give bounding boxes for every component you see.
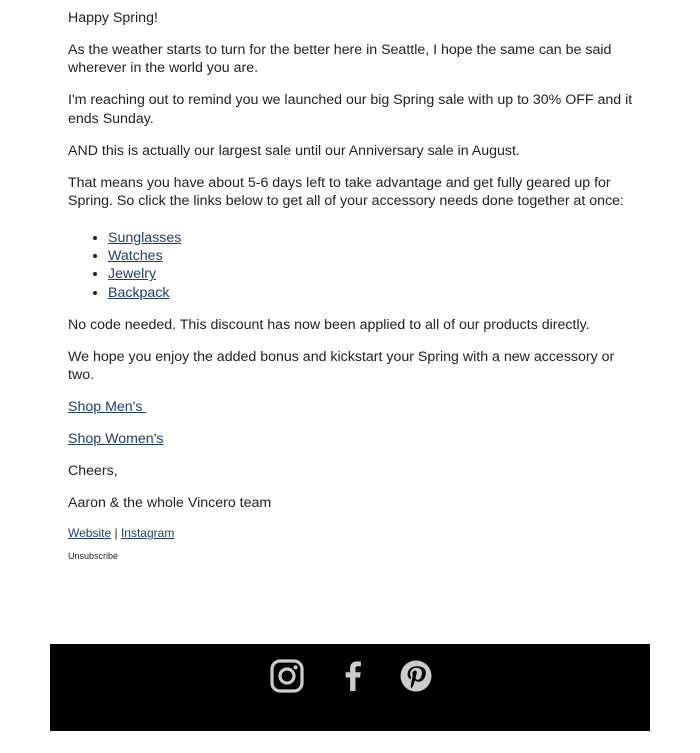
list-item: [108, 284, 636, 302]
paragraph-weather: As the weather starts to turn for the better here in Seattle, I hope the same can be said wherever in the world you are.: [68, 42, 612, 77]
instagram-icon[interactable]: [269, 658, 305, 694]
shop-womens-row: [68, 430, 636, 448]
shop-mens-link[interactable]: Shop Men's: [68, 399, 147, 416]
unsubscribe-row: [68, 550, 636, 562]
list-item: [108, 247, 636, 265]
watches-link[interactable]: Watches: [108, 248, 163, 265]
list-item: [108, 229, 636, 247]
pinterest-icon[interactable]: [398, 658, 434, 694]
closing: Cheers,: [68, 463, 118, 480]
website-link[interactable]: Website: [68, 526, 112, 541]
facebook-icon[interactable]: [335, 658, 371, 694]
social-footer: [50, 644, 650, 731]
jewelry-link[interactable]: Jewelry: [108, 266, 157, 283]
email-body: [68, 9, 636, 562]
paragraph-no-code: No code needed. This discount has now been applied to all of our products directly.: [68, 316, 590, 333]
category-link-list: [68, 229, 636, 303]
list-item: [108, 265, 636, 283]
greeting: Happy Spring!: [68, 10, 158, 26]
paragraph-sale: I'm reaching out to remind you we launched our big Spring sale with up to 30% OFF and it ends Sunday.: [68, 92, 633, 127]
shop-womens-link[interactable]: Shop Women's: [68, 431, 164, 448]
link-separator: |: [114, 526, 118, 541]
paragraph-days-left: That means you have about 5-6 days left to take advantage and get fully geared up for Spring. So click the links below to get all of your accessory needs done together at once:: [68, 174, 624, 210]
backpack-link[interactable]: Backpack: [108, 284, 170, 301]
paragraph-largest-sale: AND this is actually our largest sale until our Anniversary sale in August.: [68, 142, 520, 159]
facebook-glyph: [335, 658, 371, 694]
shop-mens-row: [68, 398, 636, 416]
signature: Aaron & the whole Vincero team: [68, 495, 272, 512]
paragraph-enjoy: We hope you enjoy the added bonus and kickstart your Spring with a new accessory or two.: [68, 348, 615, 384]
pinterest-glyph: [398, 658, 434, 694]
instagram-glyph: [269, 658, 305, 694]
sunglasses-link[interactable]: Sunglasses: [108, 229, 182, 246]
instagram-link[interactable]: Instagram: [120, 526, 175, 541]
unsubscribe-link[interactable]: Unsubscribe: [68, 551, 119, 562]
footer-links: [68, 526, 636, 541]
